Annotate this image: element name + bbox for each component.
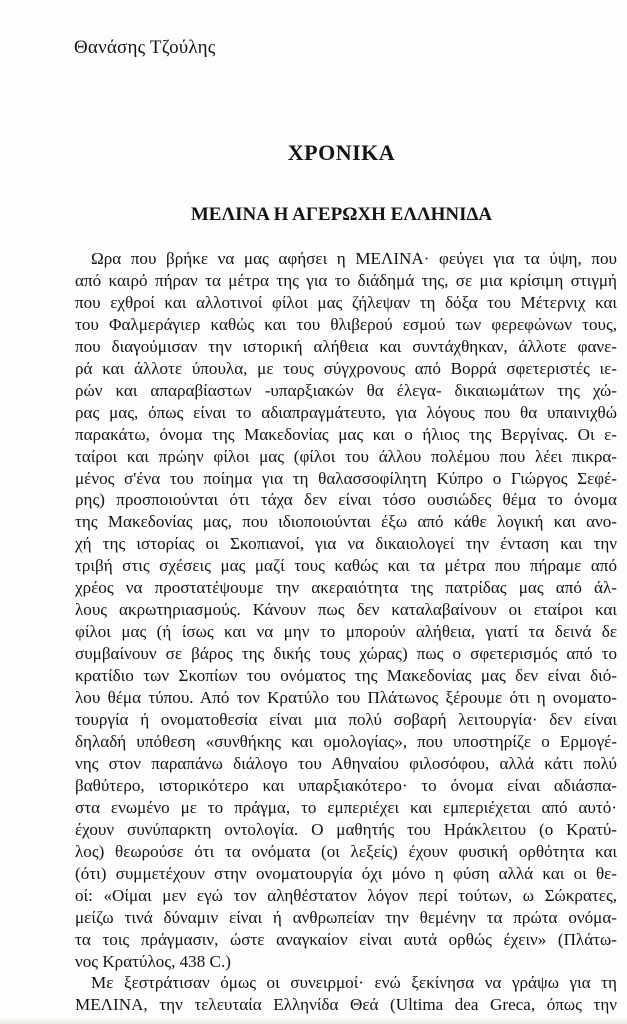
text-line: βαθύτερο, ιστορικότερο και υπαρξιακότερο· το όνομα είναι αδιάσπα- <box>75 775 617 795</box>
text-line: μείζω τινά δύναμιν είναι ή ανθρωπείαν την θεμένην τα πρώτα ονόμα- <box>75 907 617 927</box>
paragraph-1 <box>75 248 617 972</box>
text-line: φίλοι μας (ή ίσως και να μην το μπορούν αλήθεια, γιατί τα δεινά δε <box>75 622 617 642</box>
text-line: στα ενωμένο με το πράγμα, το εμπεριέχει και εμπεριέχεται από αυτό· <box>75 797 617 817</box>
text-line: κρατίδιο των Σκοπίων του ονόματος της Μακεδονίας μας δεν είναι διό- <box>75 666 617 686</box>
page-bottom-edge <box>0 1018 627 1024</box>
text-line: ΜΕΛΙΝΑ, την τελευταία Ελληνίδα Θεά (Ultima dea Greca, όπως την <box>75 995 617 1015</box>
text-line: Ωρα που βρήκε να μας αφήσει η ΜΕΛΙΝΑ· φεύγει για τα ύψη, που <box>91 249 617 268</box>
text-line: (ότι) συμμετέχουν στην ονοματουργία όχι μόνο η φύση αλλά και οι θε- <box>75 863 617 883</box>
text-line: ρών και απαραβίαστων -υπαρξιακών θα έλεγα- δικαιωμάτων της χώ- <box>75 380 617 400</box>
section-title: ΧΡΟΝΙΚΑ <box>287 140 396 165</box>
text-line: που διαγούμισαν την ιστορική αλήθεια και συντάχθηκαν, άλλοτε φανε- <box>75 336 617 356</box>
article-title: ΜΕΛΙΝΑ Η ΑΓΕΡΩΧΗ ΕΛΛΗΝΙΔΑ <box>190 204 493 225</box>
text-line: νος Κρατύλος, 438 C.) <box>75 951 231 971</box>
text-line: παρακάτω, όνομα της Μακεδονίας μας και ο ήλιος της Βεργίνας. Οι ε- <box>75 424 617 444</box>
text-line: οί: «Οίμαι μεν εγώ τον αληθέστατον λόγον περί τούτων, ω Σώκρατες, <box>75 885 617 905</box>
text-line: τουργία ή ονοματοθεσία είναι μια πολύ σοβαρή λειτουργία· δεν είναι <box>75 710 617 730</box>
text-line: από καιρό πήραν τα μέτρα της για το διάδημά της, σε μια κρίσιμη στιγμή <box>75 270 617 290</box>
text-line: μένος σ'ένα του ποίημα για τη θαλασσοφίλητη Κύπρο ο Γιώργος Σεφέ- <box>75 468 617 488</box>
text-line: τριβή στις σχέσεις μας μαζί τους καθώς και τα μέτρα που πήραμε από <box>75 556 617 576</box>
text-line: ταίροι και πρώην φίλοι μας (φίλοι του άλλου πολέμου που λέει πικρα- <box>75 446 617 466</box>
article-body <box>75 248 617 1016</box>
text-line: τα τοις πράγμασιν, ώστε αναγκαίον είναι αυτά ορθώς έχειν» (Πλάτω- <box>75 929 617 949</box>
text-line: ρά και άλλοτε ύπουλα, με τους σύγχρονους από Βορρά σφετεριστές ιε- <box>75 358 617 378</box>
text-line: λου θέμα τύπου. Από τον Κρατύλο του Πλάτωνος ξέρουμε ότι η ονοματο- <box>75 688 617 708</box>
text-line: που εχθροί και αλλοτινοί φίλοι μας ζήλεψαν τη δόξα του Μέτερνιχ και <box>75 292 617 312</box>
text-line: ρας μας, όπως είναι το αδιαπραγμάτευτο, για λόγους που θα υπαινιχθώ <box>75 402 617 422</box>
text-line: έχουν συνύπαρκτη οντολογία. Ο μαθητής του Ηράκλειτου (ο Κρατύ- <box>75 819 617 839</box>
text-line: Με ξεστράτισαν όμως οι συνειρμοί· ενώ ξεκίνησα να γράψω για τη <box>91 973 617 993</box>
text-line: λους ακρωτηριασμούς. Κάνουν πως δεν καταλαβαίνουν οι εταίροι και <box>75 600 617 620</box>
text-line: της Μακεδονίας μας, που ιδιοποιούνται έξω από κάθε λογική και ανο- <box>75 512 617 532</box>
text-line: συμβαίνουν σε βάρος της δικής τους χώρας) πως ο σφετερισμός από το <box>75 644 617 664</box>
text-line: δηλαδή υπόθεση «συνθήκης και ομολογίας», που υποστηρίζε ο Ερμογέ- <box>75 731 617 751</box>
text-line: ρης) προσποιούνται ότι τάχα δεν είναι τόσο ουσιώδες θέμα το όνομα <box>75 490 617 510</box>
text-line: χρέος να προστατέψουμε την ακεραιότητα της πατρίδας μας από άλ- <box>75 578 617 598</box>
text-line: λος) θεωρούσε ότι τα ονόματα (οι λεξείς) έχουν φυσική ορθότητα και <box>75 841 617 861</box>
text-line: νης στον παραπάνω διάλογο του Αθηναίου φιλοσόφου, αλλά κάτι πολύ <box>75 753 617 773</box>
paragraph-2 <box>75 972 617 1016</box>
text-line: χή της ιστορίας οι Σκοπιανοί, για να δικαιολογεί την ένταση και την <box>75 534 617 554</box>
text-line: του Φαλμεράγιερ καθώς και του θλιβερού εσμού των φερεφώνων τους, <box>75 314 617 334</box>
author-name: Θανάσης Τζούλης <box>74 37 216 58</box>
